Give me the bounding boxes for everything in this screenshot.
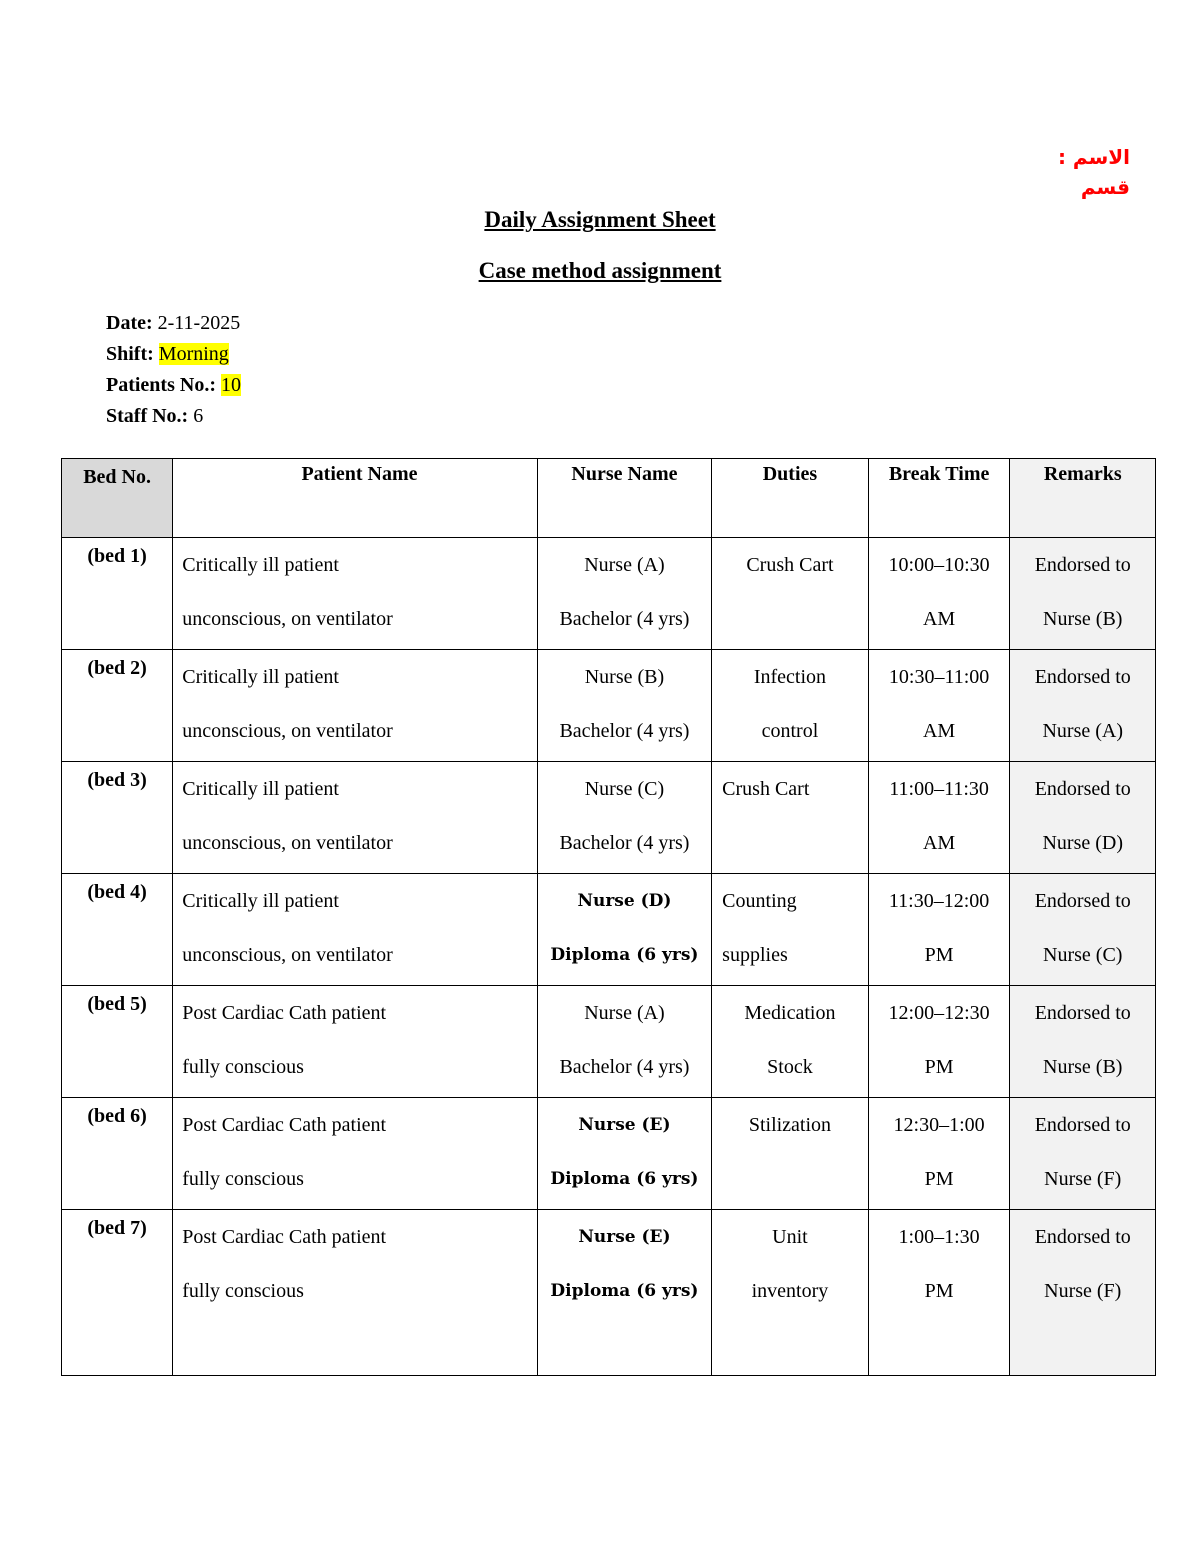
shift-line (106, 339, 241, 370)
bed-cell: (bed 7) (62, 1210, 173, 1376)
duty-cell: Crush Cart (712, 762, 869, 874)
arabic-header (1058, 142, 1130, 202)
duty-cell: Medication Stock (712, 986, 869, 1098)
nurse-cell: Nurse (E) Diploma (6 yrs) (537, 1210, 711, 1376)
remark-cell: Endorsed to Nurse (B) (1010, 538, 1156, 650)
patient-cell: Post Cardiac Cath patient fully conscious (173, 986, 537, 1098)
column-header-remarks: Remarks (1010, 459, 1156, 538)
patient-cell: Post Cardiac Cath patient fully conscious (173, 1098, 537, 1210)
arabic-name-label: الاسم : (1057, 145, 1130, 169)
assignment-table (61, 458, 1156, 1376)
column-header-duties: Duties (712, 459, 869, 538)
table-row (62, 762, 1156, 874)
break-cell: 11:30–12:00 PM (868, 874, 1010, 986)
patient-cell: Critically ill patient unconscious, on ventilator (173, 650, 537, 762)
shift-label: Shift: (106, 343, 154, 365)
table-header-row (62, 459, 1156, 538)
column-header-break: Break Time (868, 459, 1010, 538)
column-header-bed: Bed No. (62, 459, 173, 538)
break-cell: 12:30–1:00 PM (868, 1098, 1010, 1210)
remark-cell: Endorsed to Nurse (C) (1010, 874, 1156, 986)
staff-value: 6 (193, 405, 204, 427)
break-cell: 1:00–1:30 PM (868, 1210, 1010, 1376)
patient-cell: Critically ill patient unconscious, on ventilator (173, 874, 537, 986)
bed-cell: (bed 1) (62, 538, 173, 650)
column-header-nurse: Nurse Name (537, 459, 711, 538)
duty-cell: Unit inventory (712, 1210, 869, 1376)
patients-value: 10 (220, 374, 241, 396)
nurse-cell: Nurse (E) Diploma (6 yrs) (537, 1098, 711, 1210)
duty-cell: Counting supplies (712, 874, 869, 986)
remark-cell: Endorsed to Nurse (D) (1010, 762, 1156, 874)
nurse-cell: Nurse (B) Bachelor (4 yrs) (537, 650, 711, 762)
table-row (62, 1210, 1156, 1376)
patient-cell: Critically ill patient unconscious, on ventilator (173, 762, 537, 874)
bed-cell: (bed 4) (62, 874, 173, 986)
patients-label: Patients No.: (106, 374, 216, 396)
break-cell: 10:30–11:00 AM (868, 650, 1010, 762)
date-line (106, 308, 241, 339)
page-subtitle: Case method assignment (478, 258, 722, 283)
table-row (62, 650, 1156, 762)
bed-cell: (bed 6) (62, 1098, 173, 1210)
patient-cell: Post Cardiac Cath patient fully conscious (173, 1210, 537, 1376)
table-row (62, 538, 1156, 650)
date-label: Date: (106, 312, 153, 334)
remark-cell: Endorsed to Nurse (F) (1010, 1098, 1156, 1210)
bed-cell: (bed 3) (62, 762, 173, 874)
shift-value: Morning (158, 343, 229, 365)
sheet-meta (106, 308, 241, 432)
remark-cell: Endorsed to Nurse (A) (1010, 650, 1156, 762)
staff-line (106, 401, 241, 432)
table-row (62, 986, 1156, 1098)
arabic-department-label: قسم (1080, 175, 1130, 199)
nurse-cell: Nurse (C) Bachelor (4 yrs) (537, 762, 711, 874)
page-title: Daily Assignment Sheet (484, 207, 716, 232)
duty-cell: Stilization (712, 1098, 869, 1210)
staff-label: Staff No.: (106, 405, 189, 427)
patient-cell: Critically ill patient unconscious, on ventilator (173, 538, 537, 650)
break-cell: 11:00–11:30 AM (868, 762, 1010, 874)
nurse-cell: Nurse (D) Diploma (6 yrs) (537, 874, 711, 986)
break-cell: 12:00–12:30 PM (868, 986, 1010, 1098)
duty-cell: Infection control (712, 650, 869, 762)
duty-cell: Crush Cart (712, 538, 869, 650)
nurse-cell: Nurse (A) Bachelor (4 yrs) (537, 986, 711, 1098)
date-value: 2-11-2025 (157, 312, 241, 334)
bed-cell: (bed 5) (62, 986, 173, 1098)
break-cell: 10:00–10:30 AM (868, 538, 1010, 650)
column-header-patient: Patient Name (173, 459, 537, 538)
bed-cell: (bed 2) (62, 650, 173, 762)
patients-line (106, 370, 241, 401)
table-row (62, 1098, 1156, 1210)
remark-cell: Endorsed to Nurse (B) (1010, 986, 1156, 1098)
table-row (62, 874, 1156, 986)
remark-cell: Endorsed to Nurse (F) (1010, 1210, 1156, 1376)
nurse-cell: Nurse (A) Bachelor (4 yrs) (537, 538, 711, 650)
